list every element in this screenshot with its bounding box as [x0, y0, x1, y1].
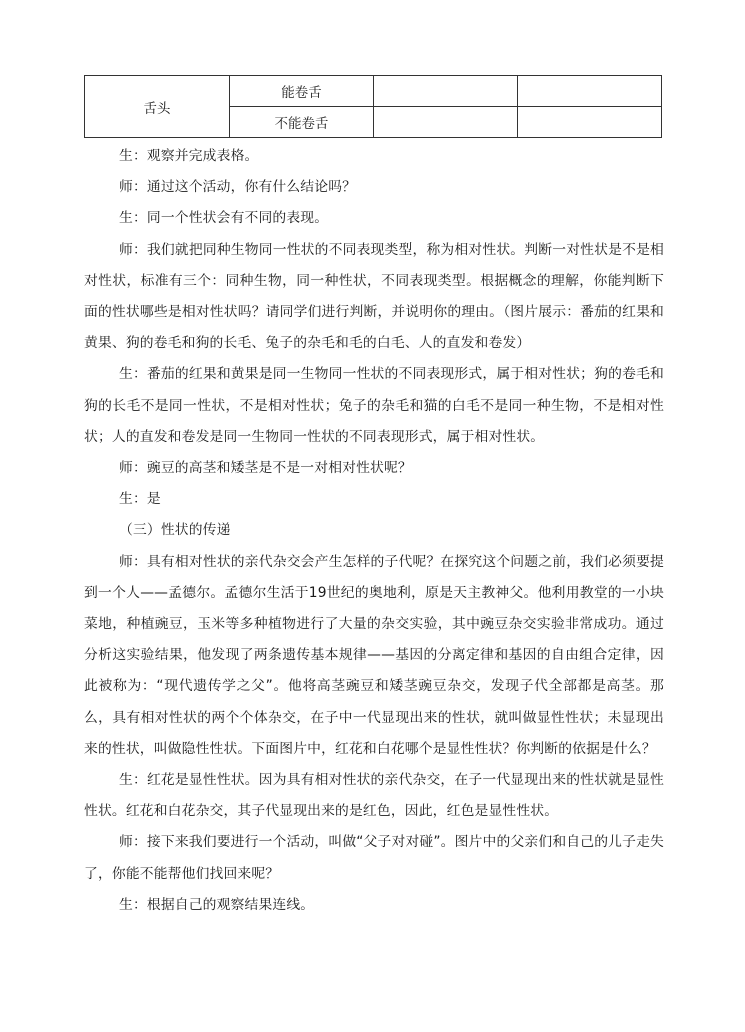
table-cell	[374, 76, 518, 107]
paragraph: 生：番茄的红果和黄果是同一生物同一性状的不同表现形式，属于相对性状；狗的卷毛和狗的长毛不是同一性状，不是相对性状；兔子的杂毛和猫的白毛不是同一种生物，不是相对性状；人的直发和卷发是同一生物同一性状的不同表现形式，属于相对性状。	[84, 366, 664, 445]
paragraph: 生：同一个性状会有不同的表现。	[119, 210, 329, 227]
table-cell	[518, 76, 662, 107]
section-heading: （三）性状的传递	[119, 522, 231, 539]
table-cell-label: 能卷舌	[230, 76, 374, 107]
paragraph: 师：接下来我们要进行一个活动，叫做“父子对对碰”。图片中的父亲们和自己的儿子走失了，你能不能帮他们找回来呢？	[84, 834, 664, 882]
trait-table	[84, 75, 662, 138]
paragraph: 生：观察并完成表格。	[119, 148, 259, 164]
paragraph: 生：是	[119, 491, 161, 508]
paragraph: 师：具有相对性状的亲代杂交会产生怎样的子代呢？在探究这个问题之前，我们必须要提到一个人——孟德尔。孟德尔生活于19世纪的奥地利，原是天主教神父。他利用教堂的一小块菜地，种植豌豆，玉米等多种植物进行了大量的杂交实验，其中豌豆杂交实验非常成功。通过分析这实验结果，他发现了两条遗传基本规律——基因的分离定律和基因的自由组合定律，因此被称为：“现代遗传学之父”。他将高茎豌豆和矮茎豌豆杂交，发现子代全部都是高茎。那么，具有相对性状的两个个体杂交，在子中一代显现出来的性状，就叫做显性性状；未显现出来的性状，叫做隐性性状。下面图片中，红花和白花哪个是显性性状？你判断的依据是什么？	[84, 553, 664, 757]
paragraph: 生：根据自己的观察结果连线。	[119, 896, 315, 913]
table-cell-label: 不能卷舌	[230, 107, 374, 138]
paragraph: 师：豌豆的高茎和矮茎是不是一对相对性状呢？	[119, 460, 412, 477]
paragraph: 师：我们就把同种生物同一性状的不同表现类型，称为相对性状。判断一对性状是不是相对性状，标准有三个：同种生物，同一种性状，不同表现类型。根据概念的理解，你能判断下面的性状哪些是相对性状吗？请同学们进行判断，并说明你的理由。（图片展示：番茄的红果和黄果、狗的卷毛和狗的长毛、兔子的杂毛和毛的白毛、人的直发和卷发）	[84, 241, 664, 352]
table-cell	[374, 107, 518, 138]
paragraph: 师：通过这个活动，你有什么结论吗？	[119, 179, 357, 196]
table-row	[85, 76, 662, 107]
table-row-header: 舌头	[85, 76, 230, 138]
body-text	[84, 141, 664, 921]
paragraph: 生：红花是显性性状。因为具有相对性状的亲代杂交，在子一代显现出来的性状就是显性性状。红花和白花杂交，其子代显现出来的是红色，因此，红色是显性性状。	[84, 772, 664, 820]
table-cell	[518, 107, 662, 138]
